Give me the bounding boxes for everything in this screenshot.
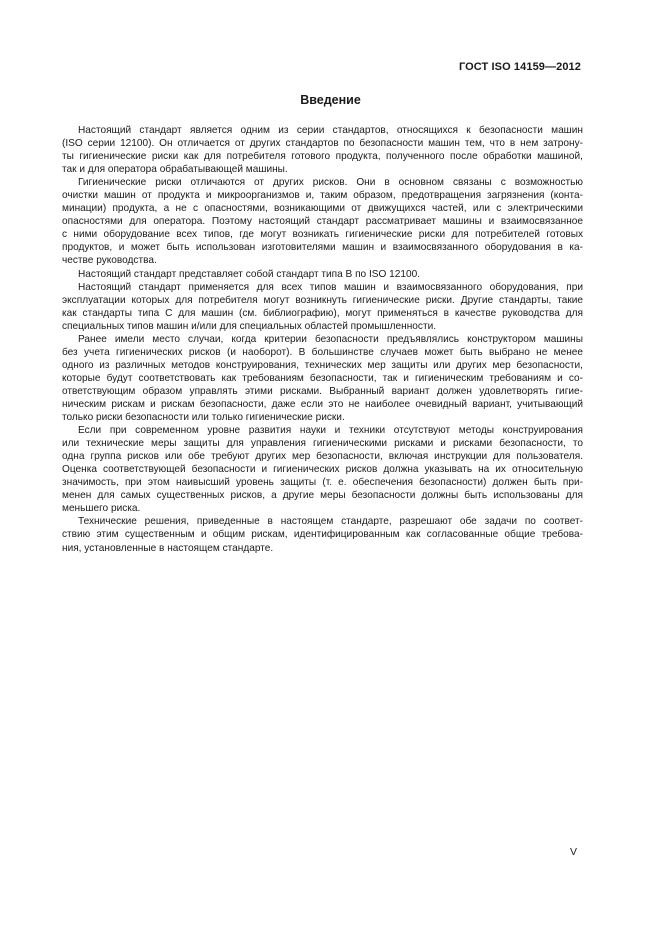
- paragraph-line: меньшего риска.: [62, 503, 141, 515]
- paragraph-line: Если при современном уровне развития науки и техники отсутствуют методы конструирования: [78, 425, 583, 437]
- paragraph-line: ответствующим образом управлять этими рисками. Выбранный вариант должен удовлетворять гигие-: [62, 385, 583, 397]
- paragraph-line: честве руководства.: [62, 255, 157, 267]
- paragraph: [62, 424, 583, 515]
- paragraph-line: Гигиенические риски отличаются от других рисков. Они в основном связаны с возможностью: [78, 177, 583, 189]
- paragraph: [62, 515, 583, 554]
- page-title: Введение: [300, 93, 361, 107]
- paragraph-line: эксплуатации которых для потребителя могут возникнуть гигиенические риски. Другие стандарты, такие: [62, 294, 583, 306]
- paragraph-line: ния, установленные в настоящем стандарте.: [62, 542, 274, 554]
- paragraph: [62, 176, 583, 267]
- paragraph-line: значимость, при этом наивысший уровень защиты (т. е. обеспечения безопасности) должен быть при-: [62, 477, 583, 489]
- paragraph-line: Настоящий стандарт представляет собой стандарт типа В по ISO 12100.: [78, 268, 421, 280]
- document-body: [62, 124, 583, 555]
- standard-code: ГОСТ ISO 14159—2012: [458, 61, 581, 73]
- paragraph-line: (ISO серии 12100). Он отличается от других стандартов по безопасности машин тем, что в нем затрону-: [62, 138, 583, 150]
- paragraph-line: как стандарты типа С для машин (см. библиографию), могут применяться в качестве руководства для: [62, 307, 583, 319]
- paragraph-line: продуктов, и может быть использован изготовителями машин и взаимосвязанного оборудования в ка-: [62, 242, 583, 254]
- paragraph-line: или технические меры защиты для управления гигиеническими рисками и рисками безопасности, то: [62, 438, 583, 450]
- paragraph: [62, 333, 583, 424]
- paragraph: [62, 124, 583, 176]
- paragraph: [62, 268, 583, 281]
- page-number: V: [569, 846, 577, 858]
- paragraph-line: одного из различных методов конструирования, технических мер защиты или других мер безопасности,: [62, 359, 583, 371]
- paragraph-line: менен для самых существенных рисков, а другие меры безопасности должны быть использованы для: [62, 490, 583, 502]
- paragraph-line: ническим рискам и рискам безопасности, даже если это не наиболее очевидный вариант, учитывающий: [62, 398, 583, 410]
- paragraph-line: минации) продукта, а не с опасностями, возникающими от движущихся частей, или с электрическими: [62, 203, 583, 215]
- paragraph-line: которые будут соответствовать как требованиям безопасности, так и гигиеническим требованиям и со-: [62, 372, 583, 384]
- paragraph-line: Настоящий стандарт является одним из серии стандартов, относящихся к безопасности машин: [78, 125, 583, 136]
- paragraph-line: очистки машин от продукта и микроорганизмов и, таким образом, предотвращения загрязнения (конта-: [62, 190, 583, 202]
- paragraph-line: без учета гигиенических рисков (и наоборот). В большинстве случаев может быть выбрано не менее: [62, 346, 583, 358]
- paragraph-line: опасностями для оператора. Поэтому настоящий стандарт рассматривает машины и взаимосвязанное: [62, 216, 583, 228]
- paragraph-line: Настоящий стандарт применяется для всех типов машин и взаимосвязанного оборудования, при: [78, 281, 583, 293]
- paragraph-line: Ранее имели место случаи, когда критерии безопасности предъявлялись конструктором машины: [78, 333, 583, 345]
- paragraph: [62, 281, 583, 333]
- paragraph-line: специальных типов машин и/или для специальных областей промышленности.: [62, 320, 437, 332]
- paragraph-line: только риски безопасности или только гигиенические риски.: [62, 412, 345, 424]
- paragraph-line: Технические решения, приведенные в настоящем стандарте, разрешают обе задачи по соответ-: [78, 516, 583, 528]
- paragraph-line: с ними оборудование всех типов, где могут возникать гигиенические риски для потребителей готовых: [62, 229, 583, 241]
- paragraph-line: одна группа рисков или обе требуют других мер безопасности, включая инструкции для пользователя.: [62, 451, 583, 463]
- paragraph-line: ты гигиенические риски как для потребителя готового продукта, полученного после обработки машиной,: [62, 151, 583, 163]
- paragraph-line: Оценка соответствующей безопасности и гигиенических рисков должна указывать на их относительную: [62, 464, 583, 476]
- paragraph-line: так и для оператора обрабатывающей машины.: [62, 164, 288, 176]
- paragraph-line: ствию этим существенным и общим рискам, идентифицированным как согласованные общие требова-: [62, 529, 583, 541]
